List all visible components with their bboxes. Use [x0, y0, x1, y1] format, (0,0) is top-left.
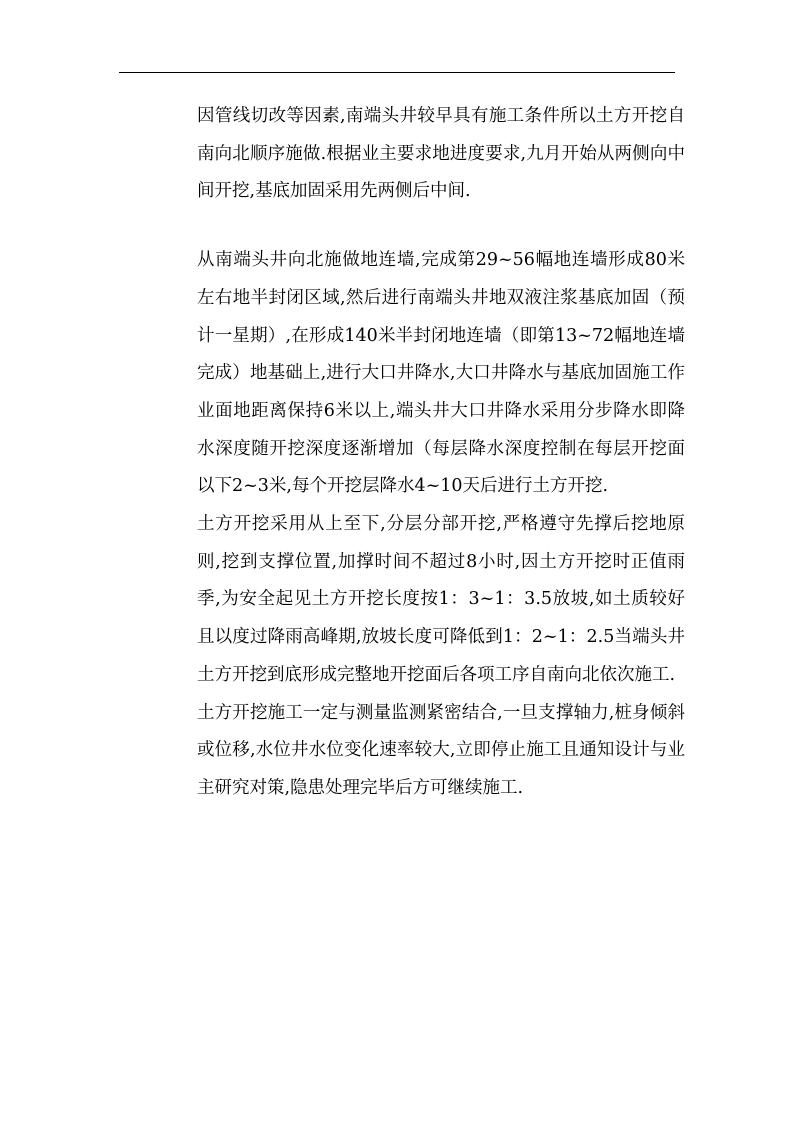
paragraph-diaphragm-wall-dewatering: 从南端头井向北施做地连墙,完成第29~56幅地连墙形成80米左右地半封闭区域,然后进行南端头井地双液注浆基底加固（预计一星期）,在形成140米半封闭地连墙（即第13~72幅地连墙完成）地基础上,进行大口井降水,大口井降水与基底加固施工作业面地距离保持6米以上,端头井大口井降水采用分步降水即降水深度随开挖深度逐渐增加（每层降水深度控制在每层开挖面以下2~3米,每个开挖层降水4~10天后进行土方开挖. — [197, 250, 685, 497]
paragraph-excavation-order: 因管线切改等因素,南端头井较早具有施工条件所以土方开挖自南向北顺序施做.根据业主要求地进度要求,九月开始从两侧向中间开挖,基底加固采用先两侧后中间. — [197, 106, 685, 202]
header-rule — [119, 72, 675, 73]
document-body — [197, 98, 685, 808]
paragraph-monitoring: 土方开挖施工一定与测量监测紧密结合,一旦支撑轴力,桩身倾斜或位移,水位井水位变化速率较大,立即停止施工且通知设计与业主研究对策,隐患处理完毕后方可继续施工. — [197, 702, 685, 798]
paragraph-layered-excavation: 土方开挖采用从上至下,分层分部开挖,严格遵守先撑后挖地原则,挖到支撑位置,加撑时间不超过8小时,因土方开挖时正值雨季,为安全起见土方开挖长度按1：3~1：3.5放坡,如土质较好且以度过降雨高峰期,放坡长度可降低到1：2~1：2.5当端头井土方开挖到底形成完整地开挖面后各项工序自南向北依次施工. — [197, 514, 685, 685]
